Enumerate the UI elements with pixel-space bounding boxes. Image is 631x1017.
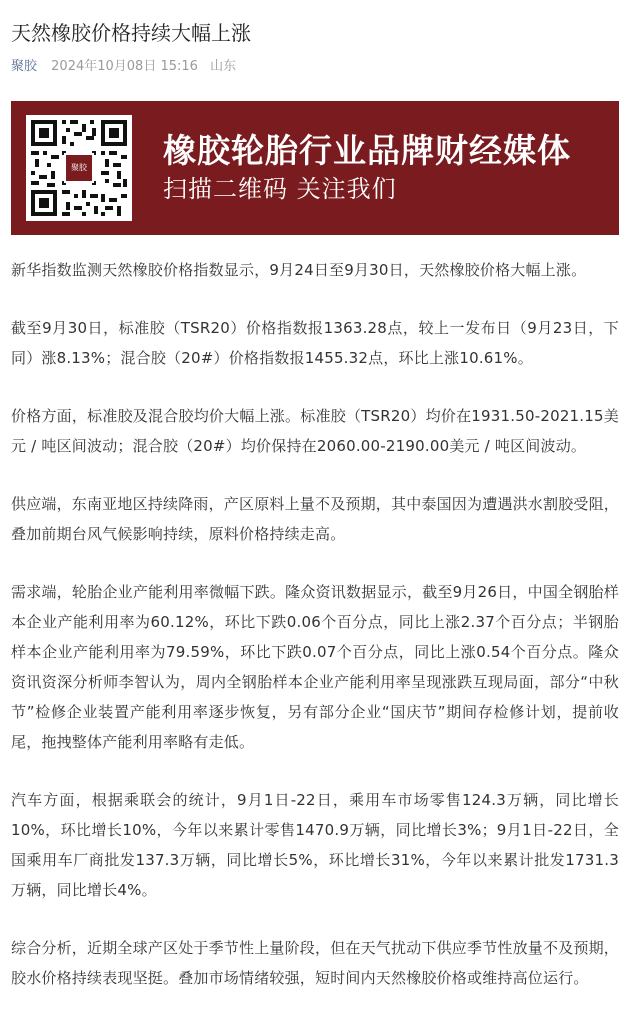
paragraph: 价格方面，标准胶及混合胶均价大幅上涨。标准胶（TSR20）均价在1931.50-2021.15美元 / 吨区间波动；混合胶（20#）均价保持在2060.00-2190.00美元 / 吨区间波动。: [11, 407, 619, 455]
banner-text: [163, 131, 571, 205]
brand-logo: 聚胶: [64, 153, 94, 183]
article-meta: [11, 58, 619, 76]
paragraph: 综合分析，近期全球产区处于季节性上量阶段，但在天气扰动下供应季节性放量不及预期，胶水价格持续表现坚挺。叠加市场情绪较强，短时间内天然橡胶价格或维持高位运行。: [11, 939, 620, 987]
paragraph: 汽车方面，根据乘联会的统计，9月1日-22日，乘用车市场零售124.3万辆，同比增长10%，环比增长10%，今年以来累计零售1470.9万辆，同比增长3%；9月1日-22日，全国乘用车厂商批发137.3万辆，同比增长5%，环比增长31%，今年以来累计批发1731.3万辆，同比增长4%。: [11, 791, 619, 899]
paragraph: 需求端，轮胎企业产能利用率微幅下跌。隆众资讯数据显示，截至9月26日，中国全钢胎样本企业产能利用率为60.12%，环比下跌0.06个百分点，同比上涨2.37个百分点；半钢胎样本企业产能利用率为79.59%，环比下跌0.07个百分点，同比上涨0.54个百分点。隆众资讯资深分析师李智认为，周内全钢胎样本企业产能利用率呈现涨跌互现局面，部分“中秋节”检修企业装置产能利用率逐步恢复，另有部分企业“国庆节”期间存检修计划，提前收尾，拖拽整体产能利用率略有走低。: [11, 583, 619, 751]
promo-banner: [11, 101, 619, 235]
qr-code: [26, 115, 132, 221]
publish-location: 山东: [210, 59, 237, 74]
paragraph: 截至9月30日，标准胶（TSR20）价格指数报1363.28点，较上一发布日（9月23日，下同）涨8.13%；混合胶（20#）价格指数报1455.32点，环比上涨10.61%。: [11, 319, 619, 367]
publish-date: 2024年10月08日 15:16: [51, 59, 198, 74]
article-body: [11, 255, 619, 993]
paragraph: 供应端，东南亚地区持续降雨，产区原料上量不及预期，其中泰国因为遭遇洪水割胶受阻，叠加前期台风气候影响持续，原料价格持续走高。: [11, 495, 620, 543]
banner-subline: 扫描二维码 关注我们: [163, 175, 397, 203]
banner-headline: 橡胶轮胎行业品牌财经媒体: [163, 131, 571, 170]
paragraph: 新华指数监测天然橡胶价格指数显示，9月24日至9月30日，天然橡胶价格大幅上涨。: [11, 261, 587, 279]
author-link[interactable]: 聚胶: [11, 59, 38, 74]
article-title: 天然橡胶价格持续大幅上涨: [11, 21, 251, 45]
